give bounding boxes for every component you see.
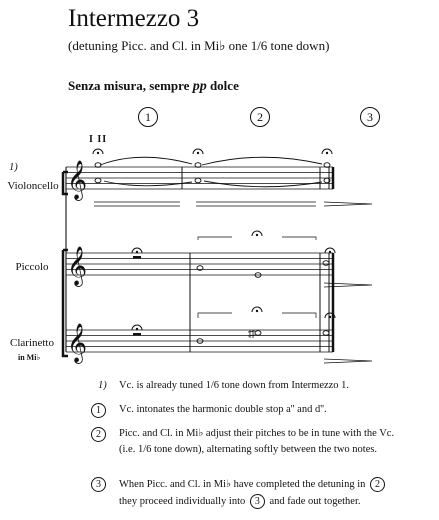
tempo-text-after: dolce [209, 78, 239, 93]
instrument-label-violoncello: Violoncello [7, 180, 59, 192]
treble-clef-icon: 𝄞 [67, 160, 88, 200]
piccolo-staff [66, 253, 333, 275]
note-marker-1: 1 [91, 403, 106, 418]
section-marker-3: 3 [360, 107, 380, 127]
note-text-3-line2-b: and fade out together. [269, 496, 361, 507]
page-subtitle: (detuning Picc. and Cl. in Mi♭ one 1/6 tone down) [68, 38, 330, 53]
section-marker-1: 1 [138, 107, 158, 127]
note-text-2-line2: (i.e. 1/6 tone down), alternating softly between the two notes. [119, 444, 378, 455]
footnote-text: Vc. is already tuned 1/6 tone down from Intermezzo 1. [119, 380, 350, 391]
score-footnote-ref: 1) [9, 162, 18, 173]
note-marker-2: 2 [91, 427, 106, 442]
note-marker-3: 3 [91, 477, 106, 492]
page-title: Intermezzo 3 [68, 5, 200, 32]
tempo-text: Senza misura, sempre [68, 78, 190, 93]
footnote-marker: 1) [98, 380, 107, 391]
clarinetto-staff [66, 330, 333, 352]
note-text-3-line2-a: they proceed individually into [119, 496, 246, 507]
instrument-label-clarinetto: Clarinetto [10, 337, 54, 349]
section-marker-2: 2 [250, 107, 270, 127]
dynamic-marking: pp [192, 79, 207, 94]
instrument-label-piccolo: Piccolo [15, 261, 49, 273]
note-ref-marker-3: 3 [250, 494, 265, 509]
note-text-3-line2 [119, 494, 360, 509]
note-ref-marker-2: 2 [370, 477, 385, 492]
note-text-1: Vc. intonates the harmonic double stop a'' and d''. [119, 404, 327, 415]
treble-clef-icon: 𝄞 [67, 246, 88, 286]
treble-clef-icon: 𝄞 [67, 323, 88, 363]
note-text-3-line1-a: When Picc. and Cl. in Mi♭ have completed the detuning in [119, 479, 366, 490]
harmonic-marking: I II [89, 134, 108, 145]
note-text-2-line1: Picc. and Cl. in Mi♭ adjust their pitches to be in tune with the Vc. [119, 428, 395, 439]
instrument-sublabel-clarinetto: in Mi♭ [18, 353, 41, 362]
note-text-3-line1 [119, 477, 385, 492]
